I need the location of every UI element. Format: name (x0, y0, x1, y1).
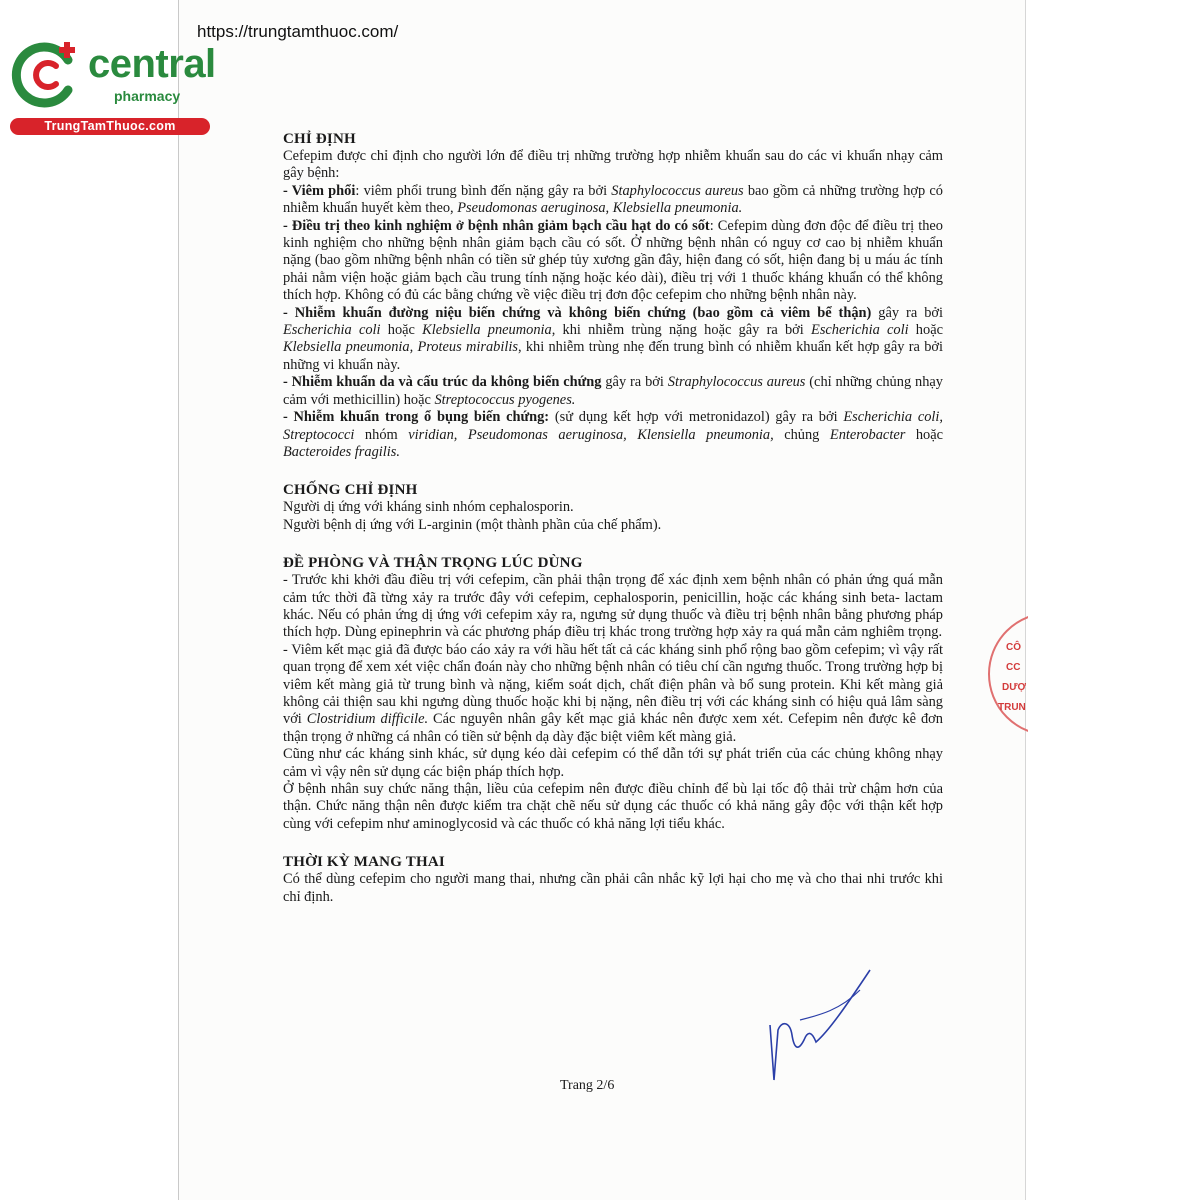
source-url[interactable]: https://trungtamthuoc.com/ (197, 22, 399, 41)
item-organism: Klebsiella pneumonia, Proteus mirabilis (283, 339, 518, 356)
item-heading: - Nhiễm khuẩn trong ổ bụng biến chứng: (283, 409, 550, 426)
item-text: gây ra bởi (601, 374, 668, 391)
section-title-mang-thai: THỜI KỲ MANG THAI (283, 854, 445, 871)
item-organism: Escherichia coli (811, 322, 909, 339)
chi-dinh-item (283, 374, 943, 409)
item-text: (chỉ những chủng nhạy cảm với methicillin) hoặc (283, 374, 943, 408)
item-text: , khi nhiễm trùng nặng hoặc gây ra bởi (551, 322, 812, 339)
section-title-de-phong: ĐỀ PHÒNG VÀ THẬN TRỌNG LÚC DÙNG (283, 555, 583, 572)
item-heading: - Viêm phổi (283, 182, 356, 199)
item-heading: - Nhiễm khuẩn đường niệu biến chứng và không biến chứng (bao gồm cả viêm bể thận) (283, 304, 872, 321)
section-title-chi-dinh: CHỈ ĐỊNH (283, 131, 356, 147)
item-organism: Straphylococcus aureus (667, 374, 806, 391)
chong-chi-dinh-line: Người dị ứng với kháng sinh nhóm cephalosporin. (283, 499, 574, 516)
item-organism: Bacteroides fragilis. (283, 443, 400, 460)
item-text: hoặc (908, 322, 943, 339)
handwritten-signature (760, 960, 880, 1090)
logo-sub-text: pharmacy (114, 88, 181, 104)
item-text: : Cefepim dùng đơn độc để điều trị theo kinh nghiệm cho những bệnh nhân giảm bạch cầu có sốt. Ở những bệnh nhân có nguy cơ cao bị nhiễm khuẩn nặng (bao gồm những bệnh nhân có tiền sử ghép tủy xương gần đây, hiện đang có sốt, hiện đang bị u máu ác tính phải nằm viện hoặc giảm bạch cầu trung tính nặng hoặc kéo dài), điều trị với 1 thuốc kháng khuẩn có thể không thích hợp. Không có đủ các bằng chứng về việc điều trị đơn độc cefepim cho những bệnh nhân này. (283, 217, 943, 304)
chi-dinh-item (283, 218, 943, 305)
item-organism: Enterobacter (829, 426, 906, 443)
item-organism: viridian, Pseudomonas aeruginosa, Klensiella pneumonia, (408, 426, 774, 443)
de-phong-paragraph: - Trước khi khởi đầu điều trị với cefepim, cần phải thận trọng để xác định xem bệnh nhân có phản ứng quá mẫn cảm tức thời đã từng xảy ra trước đây với cefepim, cephalosporin, penicillin, hoặc các kháng sinh beta- lactam khác. Nếu có phản ứng dị ứng với cefepim xảy ra, ngưng sử dụng thuốc và điều trị bệnh nhân bằng phương pháp thích hợp. Dùng epinephrin và các phương pháp điều trị khác trong trường hợp xảy ra quá mẫn cảm nghiêm trọng. (283, 572, 943, 641)
stamp-text: CÔ (1006, 642, 1021, 653)
item-heading: - Điều trị theo kinh nghiệm ở bệnh nhân giảm bạch cầu hạt do có sốt (283, 217, 710, 234)
pharmacy-c-logo-icon (10, 38, 84, 112)
paragraph-text: Các nguyên nhân gây kết mạc giả khác nên được xem xét. Cefepim nên được kê đơn thận trọng ở những cá nhân có tiền sử bệnh dạ dày đặc biệt viêm kết màng giả. (283, 711, 943, 745)
stamp-text: TRUN (998, 702, 1026, 713)
item-text: hoặc (380, 322, 423, 339)
item-organism: Pseudomonas aeruginosa, Klebsiella pneumonia. (457, 200, 743, 217)
stamp-text: CC (1006, 662, 1021, 673)
item-text: (sử dụng kết hợp với metronidazol) gây ra bởi (549, 409, 844, 426)
logo-brand-text: central (88, 42, 216, 86)
stamp-ring (988, 612, 1028, 736)
item-text: , khi nhiễm trùng nhẹ đến trung bình có nhiễm khuẩn kết hợp gây ra bởi những vi khuẩn này. (283, 339, 943, 373)
item-organism: Streptococcus pyogenes. (434, 391, 576, 408)
chi-dinh-item (283, 409, 943, 461)
logo-badge: TrungTamThuoc.com (10, 118, 210, 135)
de-phong-paragraph (283, 642, 943, 746)
item-text: hoặc (905, 426, 943, 443)
paragraph-organism: Clostridium difficile. (306, 711, 429, 728)
section-title-chong-chi-dinh: CHỐNG CHỈ ĐỊNH (283, 482, 418, 499)
chi-dinh-item (283, 305, 943, 375)
chi-dinh-item (283, 183, 943, 218)
chong-chi-dinh-line: Người bệnh dị ứng với L-arginin (một thành phần của chế phẩm). (283, 516, 662, 533)
document-body (283, 130, 943, 906)
chi-dinh-intro: Cefepim được chỉ định cho người lớn để điều trị những trường hợp nhiễm khuẩn sau do các vi khuẩn nhạy cảm gây bệnh: (283, 148, 943, 182)
item-text: : viêm phổi trung bình đến nặng gây ra bởi (355, 182, 612, 199)
item-organism: Escherichia coli, Streptococci (283, 409, 944, 443)
item-text: gây ra bởi (871, 304, 944, 321)
mang-thai-paragraph: Có thể dùng cefepim cho người mang thai, nhưng cần phải cân nhắc kỹ lợi hại cho mẹ và cho thai nhi trước khi chỉ định. (283, 871, 943, 905)
item-text: chủng (773, 426, 830, 443)
item-organism: Escherichia coli (283, 322, 381, 339)
paragraph-text: - Viêm kết mạc giả đã được báo cáo xảy ra với hầu hết tất cả các kháng sinh phổ rộng bao gồm cefepim; vì vậy rất quan trọng để xem xét việc chẩn đoán này cho những bệnh nhân có tiêu chí cần ngưng thuốc. Trong trường hợp bị viêm kết màng giả từ trung bình và nặng, kiểm soát dịch, chất điện phân và bổ sung protein. Khi kết màng giả không cải thiện sau khi ngưng dùng thuốc hoặc khi bị nặng, nên điều trị với các kháng sinh có hiệu quả lâm sàng với (283, 641, 943, 728)
item-text: bao gồm cả những trường hợp có nhiễm khuẩn huyết kèm theo, (283, 182, 943, 217)
company-stamp (988, 612, 1028, 912)
stamp-text: DƯỢ (1002, 682, 1027, 693)
item-text: nhóm (354, 426, 409, 443)
de-phong-paragraph: Cũng như các kháng sinh khác, sử dụng kéo dài cefepim có thể dẫn tới sự phát triển của các chủng không nhạy cảm vì vậy nên sử dụng các biện pháp thích hợp. (283, 746, 943, 780)
page-number: Trang 2/6 (560, 1078, 615, 1093)
de-phong-paragraph: Ở bệnh nhân suy chức năng thận, liều của cefepim nên được điều chỉnh để bù lại tốc độ thải trừ chậm hơn của thận. Chức năng thận nên được kiểm tra chặt chẽ nếu sử dụng các thuốc có khả năng gây độc với thận kết hợp cùng với cefepim như aminoglycosid và các thuốc có khả năng lợi tiểu khác. (283, 781, 943, 832)
item-organism: Staphylococcus aureus (611, 182, 744, 199)
item-organism: Klebsiella pneumonia (422, 322, 552, 339)
item-heading: - Nhiễm khuẩn da và cấu trúc da không biến chứng (283, 374, 602, 391)
central-pharmacy-logo[interactable] (10, 38, 215, 138)
